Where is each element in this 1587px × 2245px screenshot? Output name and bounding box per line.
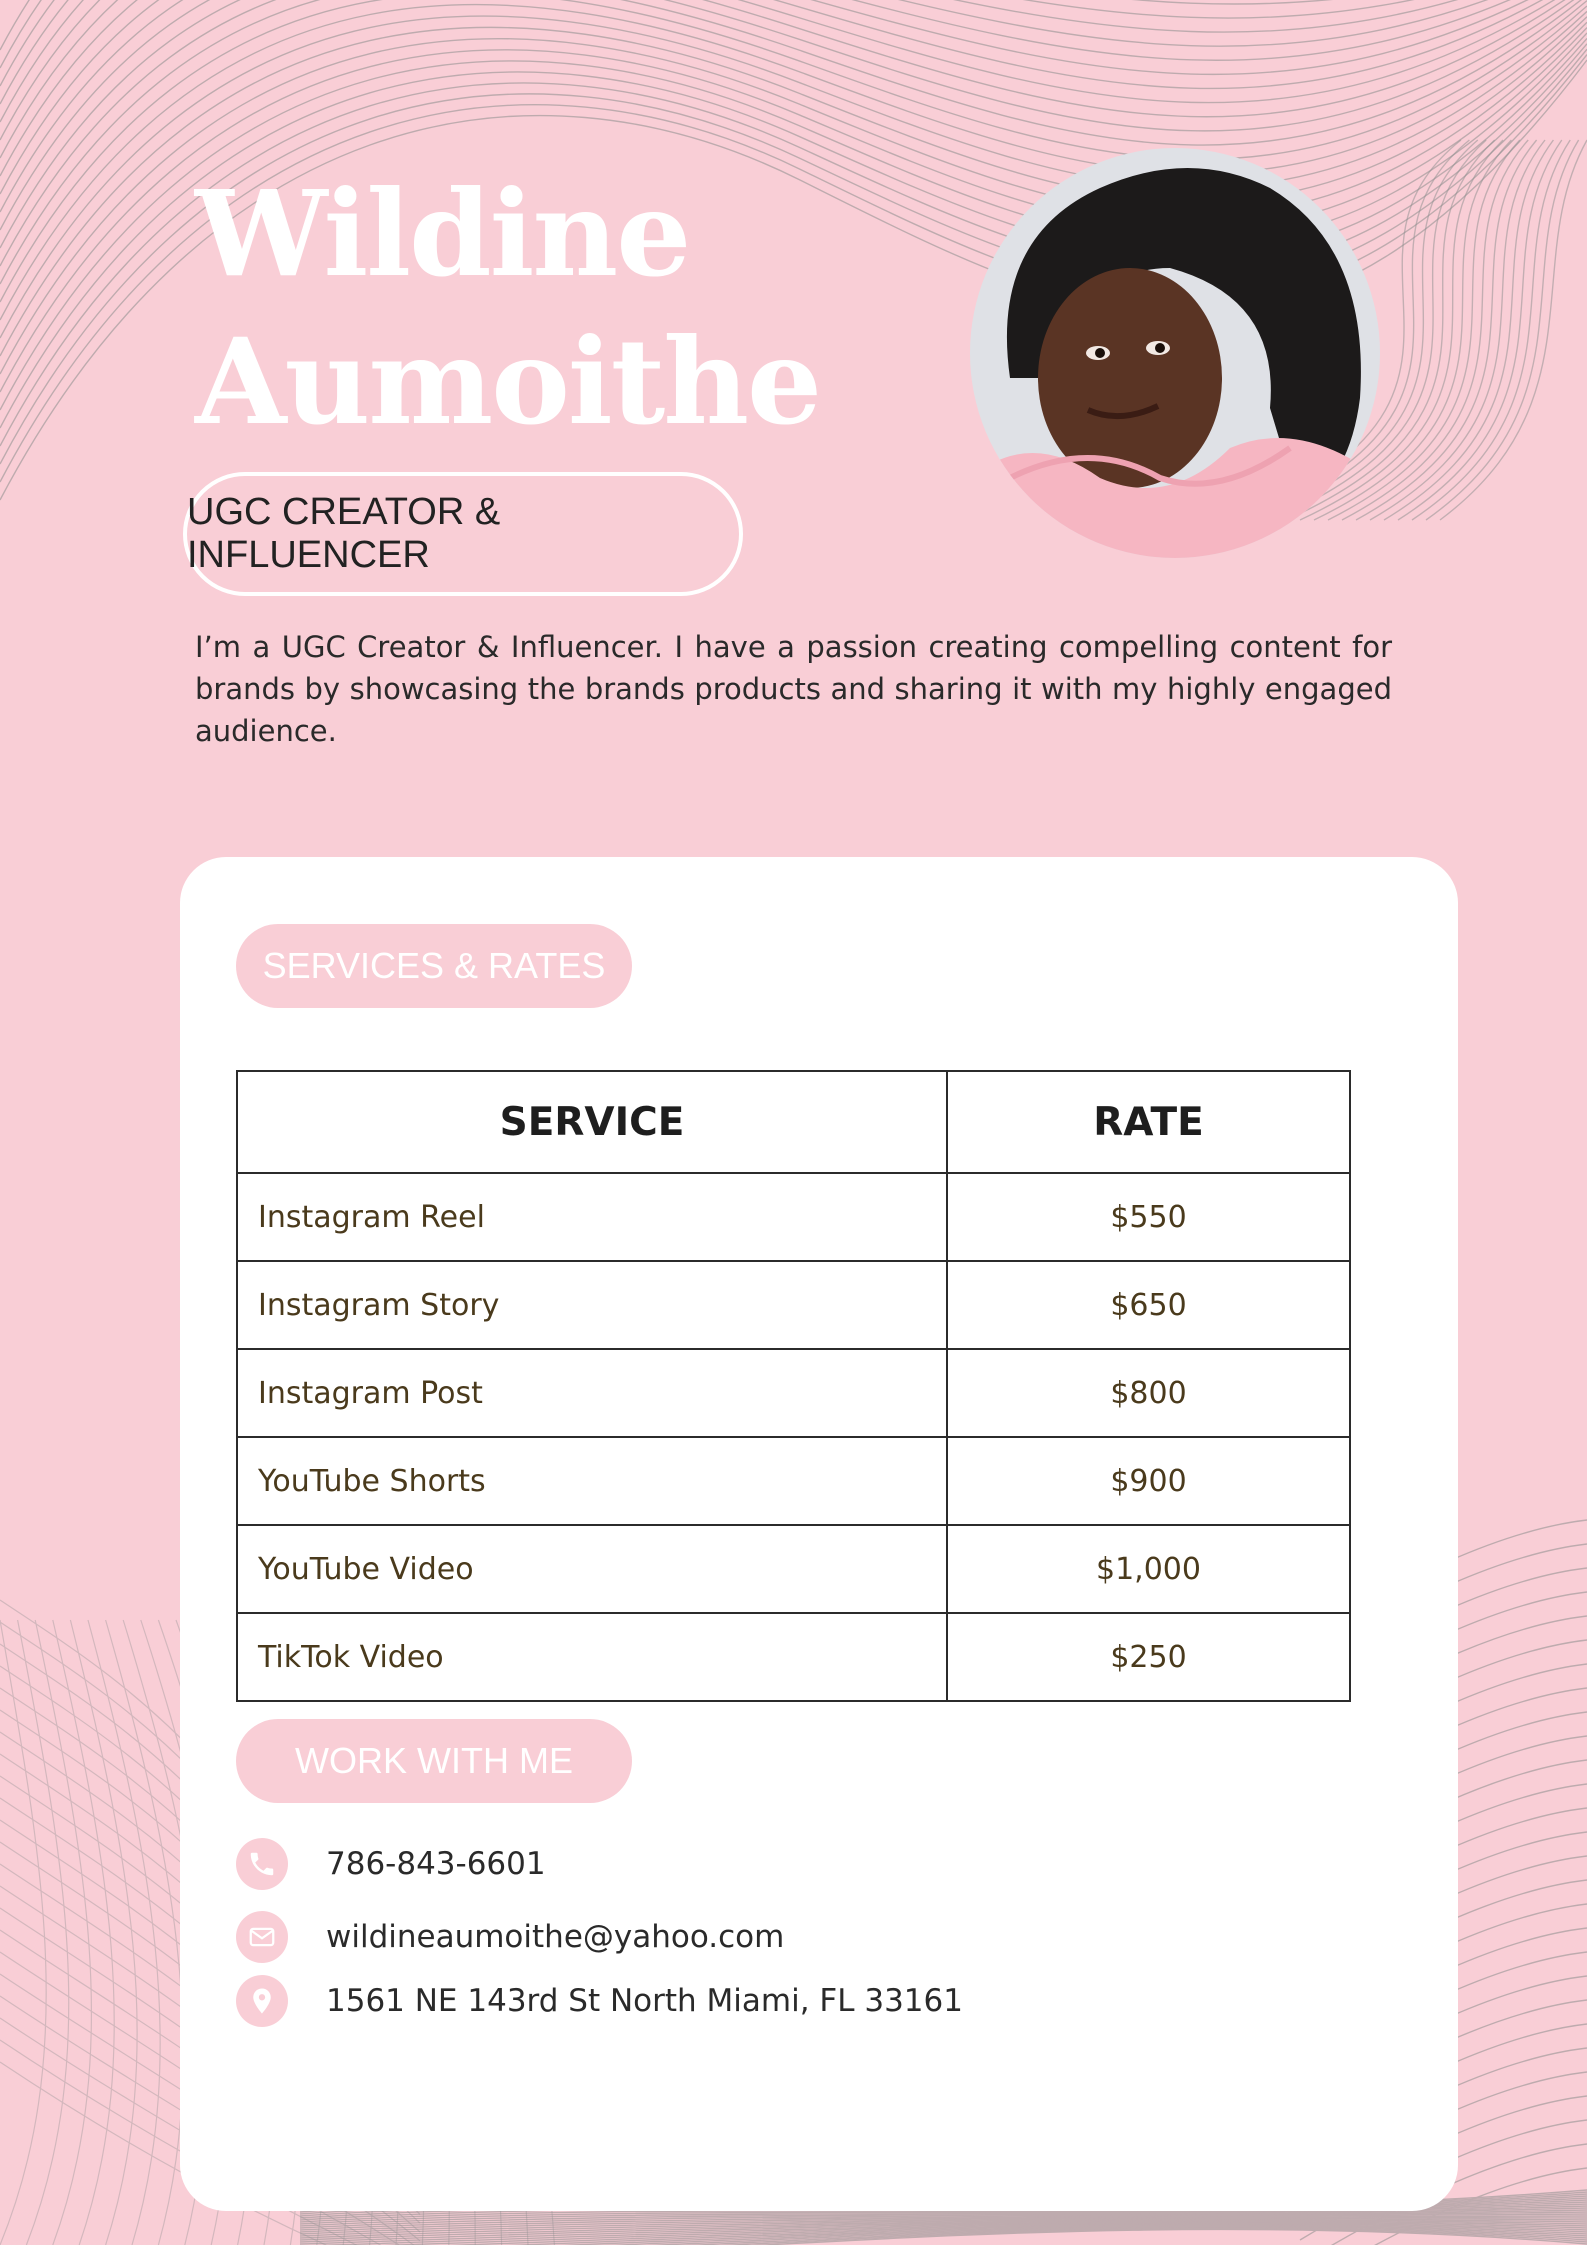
service-name: YouTube Shorts bbox=[237, 1437, 947, 1525]
work-with-me-heading: WORK WITH ME bbox=[236, 1719, 632, 1803]
profile-photo bbox=[970, 148, 1380, 558]
contact-phone[interactable] bbox=[236, 1838, 546, 1890]
rates-table bbox=[236, 1070, 1351, 1702]
role-badge: UGC CREATOR & INFLUENCER bbox=[183, 472, 743, 596]
email-icon bbox=[236, 1911, 288, 1963]
phone-icon bbox=[236, 1838, 288, 1890]
first-name: Wildine bbox=[195, 164, 690, 303]
table-row bbox=[237, 1173, 1350, 1261]
contact-address bbox=[236, 1975, 963, 2027]
column-header-rate: RATE bbox=[947, 1071, 1350, 1173]
table-row bbox=[237, 1525, 1350, 1613]
wave-line bbox=[18, 1620, 69, 2245]
contact-email[interactable] bbox=[236, 1911, 784, 1963]
phone-number[interactable]: 786-843-6601 bbox=[326, 1846, 546, 1882]
wave-line bbox=[1426, 140, 1579, 520]
services-heading: SERVICES & RATES bbox=[236, 924, 632, 1008]
service-name: Instagram Story bbox=[237, 1261, 947, 1349]
last-name: Aumoithe bbox=[195, 312, 821, 451]
service-rate: $550 bbox=[947, 1173, 1350, 1261]
service-name: TikTok Video bbox=[237, 1613, 947, 1701]
table-row bbox=[237, 1613, 1350, 1701]
location-pin-icon bbox=[236, 1975, 288, 2027]
table-row bbox=[237, 1437, 1350, 1525]
creator-name bbox=[195, 160, 820, 456]
service-rate: $250 bbox=[947, 1613, 1350, 1701]
wave-line bbox=[0, 0, 1587, 86]
service-name: Instagram Reel bbox=[237, 1173, 947, 1261]
service-name: Instagram Post bbox=[237, 1349, 947, 1437]
table-header-row bbox=[237, 1071, 1350, 1173]
service-name: YouTube Video bbox=[237, 1525, 947, 1613]
table-row bbox=[237, 1349, 1350, 1437]
wave-line bbox=[35, 1620, 91, 2245]
service-rate: $650 bbox=[947, 1261, 1350, 1349]
wave-line bbox=[88, 1620, 160, 2245]
wave-line bbox=[0, 0, 1587, 50]
street-address: 1561 NE 143rd St North Miami, FL 33161 bbox=[326, 1983, 963, 2019]
email-address[interactable]: wildineaumoithe@yahoo.com bbox=[326, 1919, 785, 1955]
service-rate: $800 bbox=[947, 1349, 1350, 1437]
profile-photo-illustration bbox=[970, 148, 1380, 558]
column-header-service: SERVICE bbox=[237, 1071, 947, 1173]
bio-text: I’m a UGC Creator & Influencer. I have a passion creating compelling content for brands by showcasing the brands products and sharing it with my highly engaged audience. bbox=[195, 630, 1392, 748]
wave-line bbox=[1384, 140, 1553, 520]
service-rate: $1,000 bbox=[947, 1525, 1350, 1613]
service-rate: $900 bbox=[947, 1437, 1350, 1525]
table-row bbox=[237, 1261, 1350, 1349]
